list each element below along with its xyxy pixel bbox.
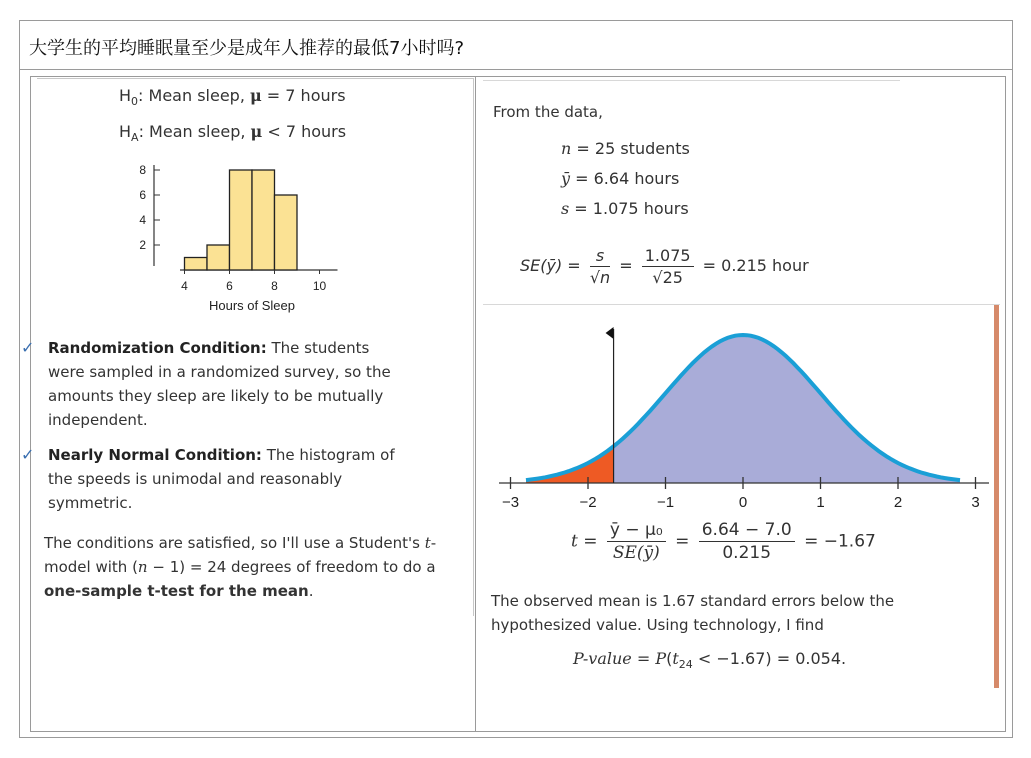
p-value xyxy=(573,649,846,671)
n-line xyxy=(561,139,690,158)
pvalue-open: ( xyxy=(666,649,673,668)
se-lhs: SE(ȳ) = xyxy=(520,256,581,275)
n-var: n xyxy=(561,139,572,158)
condition-text: The students were sampled in a randomized survey, so the amounts they sleep are likely to be mutually independent. xyxy=(48,339,391,429)
y-tick-label: 2 xyxy=(139,238,146,252)
page-title: 大学生的平均睡眠量至少是成年人推荐的最低7小时吗? xyxy=(29,38,465,59)
se-num-2: 1.075 xyxy=(642,246,694,267)
se-rhs: = 0.215 hour xyxy=(702,256,809,275)
conclusion-bold: one-sample t-test for the mean xyxy=(44,582,309,600)
conclusion-text-3: − 1) = 24 degrees of freedom to do a xyxy=(147,558,436,576)
conclusion-end: . xyxy=(308,582,314,600)
alt-hypothesis xyxy=(119,122,346,144)
s-line xyxy=(561,199,689,218)
pvalue-p: P xyxy=(655,649,667,668)
conclusion-t: t xyxy=(424,534,431,552)
check-icon: ✓ xyxy=(21,445,35,464)
t-test-panel xyxy=(483,304,1000,688)
x-tick-label: 8 xyxy=(271,279,278,293)
conclusion-text-2: -model with ( xyxy=(44,534,437,576)
t-eq: = xyxy=(583,531,598,552)
condition-name: Randomization Condition: xyxy=(48,339,267,357)
nearly-normal-condition xyxy=(21,443,401,515)
sleep-histogram xyxy=(122,158,342,318)
ybar-var: ȳ xyxy=(561,169,571,188)
condition-name: Nearly Normal Condition: xyxy=(48,446,262,464)
null-hypothesis xyxy=(119,86,346,108)
n-val: = 25 students xyxy=(571,139,690,158)
t-den-1: SE(ȳ) xyxy=(612,543,660,563)
randomization-condition xyxy=(21,336,401,432)
x-tick-label: −1 xyxy=(656,494,675,511)
h0-text: : Mean sleep, xyxy=(138,86,250,105)
t-var: t xyxy=(571,531,578,552)
x-tick-label: −2 xyxy=(579,494,597,511)
conclusion-n: n xyxy=(137,558,148,576)
t-statistic xyxy=(571,520,876,563)
se-den-2: √25 xyxy=(652,268,683,287)
conclusion-text-1: The conditions are satisfied, so I'll use a Student's xyxy=(44,534,425,552)
t-distribution-plot xyxy=(491,315,996,530)
ha-sub: A xyxy=(131,131,139,145)
x-tick-label: 0 xyxy=(738,494,748,511)
h0-mu: μ xyxy=(249,86,262,105)
check-icon: ✓ xyxy=(21,338,35,357)
se-eq: = xyxy=(619,256,633,275)
se-frac-1 xyxy=(590,246,610,287)
x-tick-label: −3 xyxy=(501,494,520,511)
ha-text: : Mean sleep, xyxy=(138,122,251,141)
conclusion-paragraph xyxy=(44,531,439,603)
x-tick-label: 3 xyxy=(971,494,980,511)
pvalue-label: P-value = xyxy=(573,649,656,668)
h0-label: H xyxy=(119,86,132,105)
x-tick-label: 4 xyxy=(181,279,188,293)
ybar-val: = 6.64 hours xyxy=(570,169,680,188)
ha-mu: μ xyxy=(250,122,263,141)
histogram-bar xyxy=(230,170,253,270)
t-den-2: 0.215 xyxy=(722,543,772,563)
x-tick-label: 2 xyxy=(893,494,903,511)
y-tick-label: 4 xyxy=(139,213,146,227)
t-num-2: 6.64 − 7.0 xyxy=(699,520,795,542)
h0-rel: = 7 hours xyxy=(261,86,346,105)
histogram-bar xyxy=(185,258,208,271)
t-eq-2: = xyxy=(675,531,690,552)
histogram-bar xyxy=(252,170,275,270)
s-val: = 1.075 hours xyxy=(569,199,689,218)
pvalue-t: t xyxy=(672,649,679,668)
accent-bar xyxy=(994,305,999,688)
t-frac-1 xyxy=(607,520,666,563)
se-den-1: √n xyxy=(589,268,611,287)
t-num-1: ȳ − μ₀ xyxy=(607,520,666,542)
t-frac-2 xyxy=(699,520,795,563)
flag-icon xyxy=(606,327,614,339)
t-result: = −1.67 xyxy=(804,531,876,552)
x-axis-label: Hours of Sleep xyxy=(209,298,295,313)
x-tick-label: 1 xyxy=(816,494,825,511)
histogram-bar xyxy=(275,195,298,270)
se-frac-2 xyxy=(642,246,694,287)
y-tick-label: 8 xyxy=(139,163,146,177)
histogram-bar xyxy=(207,245,230,270)
title-row xyxy=(20,21,1012,70)
s-var: s xyxy=(561,199,570,218)
data-summary xyxy=(483,80,900,287)
observed-text: The observed mean is 1.67 standard errors below the hypothesized value. Using technology, I find xyxy=(491,592,895,634)
x-tick-label: 10 xyxy=(312,279,327,293)
ybar-line xyxy=(561,169,679,188)
se-num-1: s xyxy=(590,246,610,267)
x-tick-label: 6 xyxy=(226,279,233,293)
se-formula xyxy=(520,246,809,287)
ha-label: H xyxy=(119,122,132,141)
pvalue-df: 24 xyxy=(678,658,693,672)
ha-rel: < 7 hours xyxy=(262,122,347,141)
condition-text: The histogram of the speeds is unimodal and reasonably symmetric. xyxy=(48,446,395,512)
pvalue-rest: < −1.67) = 0.054. xyxy=(692,649,847,668)
from-the-data: From the data, xyxy=(493,103,603,121)
h0-sub: 0 xyxy=(131,95,139,109)
y-tick-label: 6 xyxy=(139,188,146,202)
